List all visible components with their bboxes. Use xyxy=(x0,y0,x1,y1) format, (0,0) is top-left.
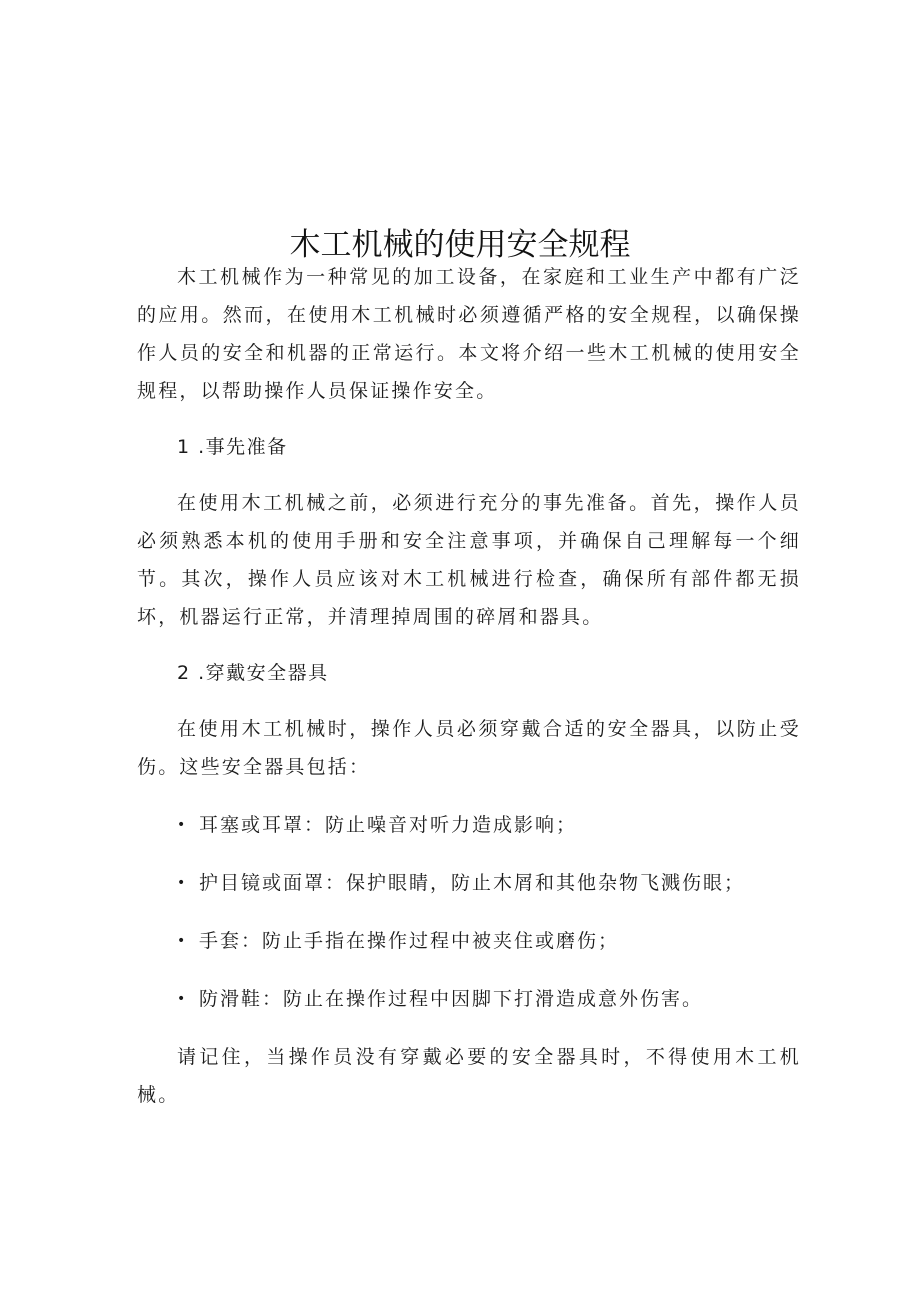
list-item-text: 手套：防止手指在操作过程中被夹住或磨伤； xyxy=(199,930,620,952)
safety-gear-list xyxy=(137,806,801,1018)
list-item xyxy=(137,806,801,844)
document-body xyxy=(137,258,801,1114)
list-item xyxy=(137,922,801,960)
bullet-icon: • xyxy=(177,933,188,949)
list-item-text: 耳塞或耳罩：防止噪音对听力造成影响； xyxy=(199,814,578,836)
closing-paragraph: 请记住，当操作员没有穿戴必要的安全器具时，不得使用木工机械。 xyxy=(137,1046,801,1106)
bullet-icon: • xyxy=(177,991,188,1007)
document-title: 木工机械的使用安全规程 xyxy=(289,226,631,263)
section-body-safety-gear: 在使用木工机械时，操作人员必须穿戴合适的安全器具，以防止受伤。这些安全器具包括： xyxy=(137,718,801,778)
intro-paragraph: 木工机械作为一种常见的加工设备，在家庭和工业生产中都有广泛的应用。然而，在使用木工机械时必须遵循严格的安全规程，以确保操作人员的安全和机器的正常运行。本文将介绍一些木工机械的使用安全规程，以帮助操作人员保证操作安全。 xyxy=(137,266,801,402)
section-heading-preparation: 1 .事先准备 xyxy=(177,436,288,458)
bullet-icon: • xyxy=(177,875,188,891)
list-item xyxy=(137,980,801,1018)
bullet-icon: • xyxy=(177,817,188,833)
list-item-text: 护目镜或面罩：保护眼睛，防止木屑和其他杂物飞溅伤眼； xyxy=(199,872,746,894)
list-item xyxy=(137,864,801,902)
list-item-text: 防滑鞋：防止在操作过程中因脚下打滑造成意外伤害。 xyxy=(199,988,704,1010)
section-heading-safety-gear: 2 .穿戴安全器具 xyxy=(177,662,329,684)
section-body-preparation: 在使用木工机械之前，必须进行充分的事先准备。首先，操作人员必须熟悉本机的使用手册和安全注意事项，并确保自己理解每一个细节。其次，操作人员应该对木工机械进行检查，确保所有部件都无损坏，机器运行正常，并清理掉周围的碎屑和器具。 xyxy=(137,492,801,628)
